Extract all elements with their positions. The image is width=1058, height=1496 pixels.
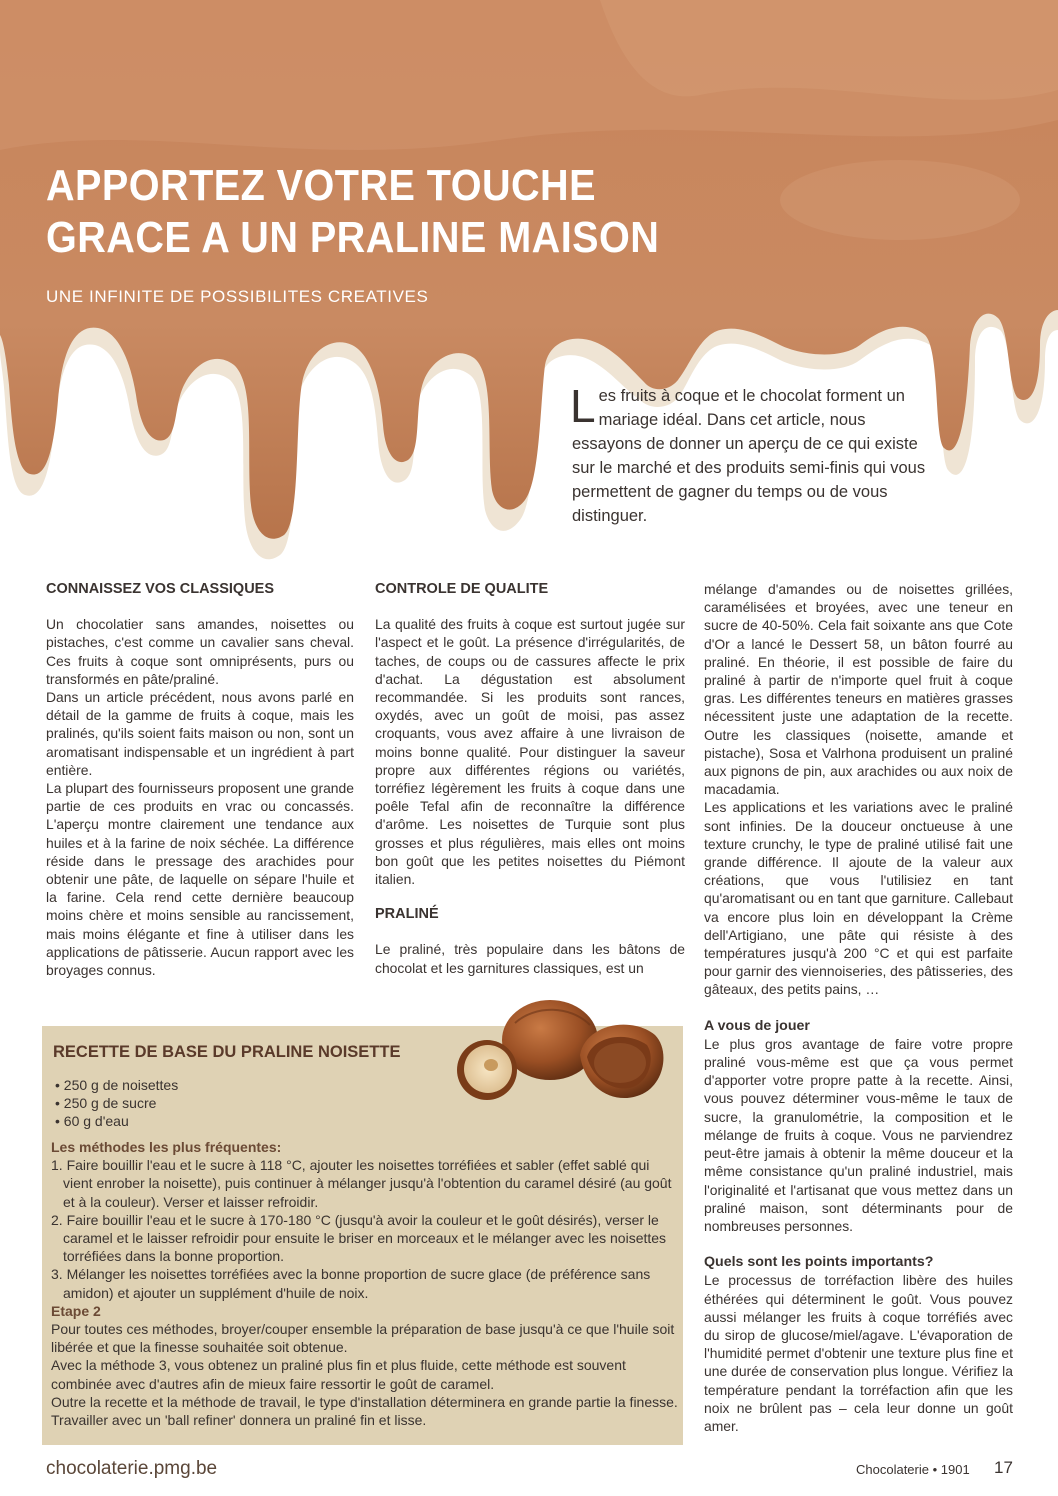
method-list <box>51 1156 679 1302</box>
page-number: 17 <box>994 1458 1013 1477</box>
paragraph: Outre la recette et la méthode de travail, le type d'installation déterminera en grande partie la finesse. Travailler avec un 'ball refiner' donnera un praliné fin et lisse. <box>51 1393 678 1429</box>
footer-website-link[interactable]: chocolaterie.pmg.be <box>46 1458 218 1479</box>
subheading-a-vous-de-jouer: A vous de jouer <box>704 1017 810 1034</box>
paragraph: Un chocolatier sans amandes, noisettes ou pistaches, c'est comme un cavalier sans cheval. Ces fruits à coque sont omniprésents, purs ou transformés en pâte/praliné. <box>46 616 354 687</box>
hazelnuts-image <box>455 995 670 1110</box>
list-item: • 250 g de sucre <box>55 1095 157 1111</box>
footer-magazine-issue: Chocolaterie • 1901 <box>856 1462 970 1477</box>
paragraph: Dans un article précédent, nous avons parlé en détail de la gamme de fruits à coque, mais les pralinés, qu'ils soient faits maison ou non, sont un aromatisant indispensable et un ingrédient à part entière. <box>46 689 354 778</box>
paragraph: Pour toutes ces méthodes, broyer/couper ensemble la préparation de base jusqu'à ce que l'huile soit libérée et que la finesse souhaitée soit obtenue. <box>51 1321 675 1356</box>
title-line-1: APPORTEZ VOTRE TOUCHE <box>46 161 596 210</box>
list-item: 3. Mélanger les noisettes torréfiées avec la bonne proportion de sucre glace (de préférence sans amidon) et ajouter un supplément d'huile de noix. <box>51 1266 651 1301</box>
etape-heading: Etape 2 <box>51 1302 101 1319</box>
subheading-points-importants: Quels sont les points importants? <box>704 1254 934 1271</box>
section-heading-praline: PRALINÉ <box>375 906 439 923</box>
paragraph: La plupart des fournisseurs proposent une grande partie de ces produits en vrac ou concassés. L'aperçu montre clairement une tendance aux huiles et à la farine de noix séchée. La différence réside dans le pressage des arachides pour obtenir une pâte, de laquelle on sépare l'huile et la farine. Cela rend cette dernière beaucoup moins chère et moins sensible au rancissement, mais moins élégante et fine à utiliser dans les applications de pâtisserie. Aucun rapport avec les broyages connus. <box>46 780 354 979</box>
paragraph: Le plus gros avantage de faire votre propre praliné vous-même est que ça vous permet d'apporter votre propre patte à la recette. Ainsi, vous pouvez déterminer vous-même le taux de sucre, la granulométrie, la composition et le mélange de fruits à coque. Vous ne parviendrez peut-être jamais à obtenir la même douceur et la même consistance qu'un praliné industriel, mais l'originalité et l'artisanat que vous mettez dans un praliné maison, sont déterminants pour de nombreuses personnes. <box>704 1035 1013 1234</box>
paragraph: Avec la méthode 3, vous obtenez un praliné plus fin et plus fluide, cette méthode est souvent combinée avec d'autres afin de mieux faire ressortir le goût de caramel. <box>51 1357 626 1392</box>
intro-text: es fruits à coque et le chocolat forment un mariage idéal. Dans cet article, nous essayons de donner un aperçu de ce qui existe sur le marché et des produits semi-finis qui vous permettent de gagner du temps ou de vous distinguer. <box>572 387 926 525</box>
list-item: • 60 g d'eau <box>55 1113 129 1129</box>
column-1 <box>46 580 354 979</box>
recipe-title: RECETTE DE BASE DU PRALINE NOISETTE <box>53 1043 401 1061</box>
page-subtitle: UNE INFINITE DE POSSIBILITES CREATIVES <box>46 287 429 306</box>
ingredient-list <box>55 1076 178 1130</box>
intro-paragraph <box>570 380 932 528</box>
paragraph: mélange d'amandes ou de noisettes grillées, caramélisées et broyées, avec une teneur en sucre de 40-50%. Cela fait soixante ans que Cote d'Or a lancé le Dessert 58, un bâton fourré au praliné. En théorie, il est possible de faire du praliné à partir de n'importe quel fruit à coque gras. Les différentes teneurs en matières grasses nécessitent juste une adaptation de la recette. Outre les classiques (noisette, amande et pistache), Sosa et Valrhona produisent un praliné aux pignons de pin, aux arachides ou aux noix de macadamia. <box>704 581 1013 798</box>
drop-cap: L <box>570 380 596 432</box>
paragraph: La qualité des fruits à coque est surtout jugée sur l'aspect et le goût. La présence d'irrégularités, de taches, de coups ou de cassures affecte le prix d'achat. La dégustation est absolument recommandée. Si les produits sont rances, oxydés, avec un goût de moisi, pas assez croquants, vous avez affaire à une livraison de moins bonne qualité. Pour distinguer la saveur propre aux différentes régions ou variétés, torréfiez légèrement les fruits à coque dans une poêle Tefal afin de reconnaître la différence d'arôme. Les noisettes de Turquie sont plus grosses et plus régulières, mais elles ont moins bon goût que les petites noisettes du Piémont italien. <box>375 616 685 888</box>
column-2 <box>375 580 685 977</box>
section-heading-classiques: CONNAISSEZ VOS CLASSIQUES <box>46 581 275 597</box>
section-heading-qualite: CONTROLE DE QUALITE <box>375 581 549 597</box>
paragraph: Les applications et les variations avec le praliné sont infinies. De la douceur onctueuse à une texture crunchy, le type de praliné utilisé fait une grande différence. Il ajoute de la valeur aux créations, que vous l'utilisiez en tant qu'aromatisant ou en tant que garniture. Callebaut va encore plus loin en développant la Crème dell'Artigiano, une pâte qui résiste à des températures jusqu'à 200 °C et qui est parfaite pour garnir des viennoiseries, des pâtisseries, des gâteaux, des petits pains, … <box>704 799 1013 998</box>
list-item: 1. Faire bouillir l'eau et le sucre à 118 °C, ajouter les noisettes torréfiées et sabler (effet sablé qui vient enrober la noisette), puis continuer à mélanger jusqu'à l'obtention du caramel désiré (au goût et à la couleur). Verser et laisser refroidir. <box>51 1157 672 1210</box>
list-item: 2. Faire bouillir l'eau et le sucre à 170-180 °C (jusqu'à avoir la couleur et le goût désirés), verser le caramel et le laisser refroidir pour ensuite le briser en morceaux et le mélanger avec les noisettes torréfiées dans la bonne proportion. <box>51 1211 667 1265</box>
paragraph: Le praliné, très populaire dans les bâtons de chocolat et les garnitures classiques, est un <box>375 941 685 976</box>
title-line-2: GRACE A UN PRALINE MAISON <box>46 213 660 262</box>
page-title <box>46 160 659 264</box>
paragraph: Le processus de torréfaction libère des huiles éthérées qui déterminent le goût. Vous pouvez aussi mélanger les fruits à coque torréfiés avec du sirop de glucose/miel/agave. L'évaporation de l'humidité permet d'obtenir une texture plus fine et une durée de conservation plus longue. Vérifiez la température pendant la torréfaction afin que les noix ne brûlent pas – cela leur donne un goût amer. <box>704 1272 1013 1434</box>
recipe-body <box>51 1138 679 1429</box>
methods-heading: Les méthodes les plus fréquentes: <box>51 1139 282 1155</box>
column-3 <box>704 580 1013 1435</box>
list-item: • 250 g de noisettes <box>55 1077 179 1093</box>
